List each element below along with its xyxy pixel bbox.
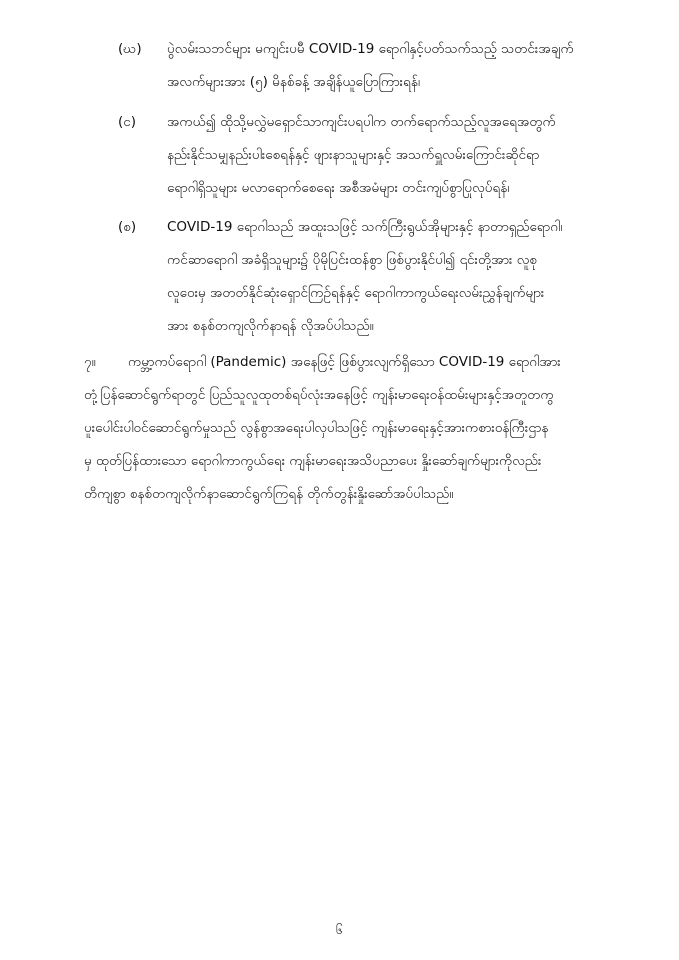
page-number: ၆ — [336, 923, 343, 937]
list-item-gha — [118, 33, 638, 99]
list-item-text — [167, 33, 638, 99]
list-item-text — [167, 211, 638, 343]
text-line: ပွဲလမ်းသဘင်များ မကျင်းပမီ COVID-19 ရောဂါနှင့်ပတ်သက်သည့် သတင်းအချက် — [167, 41, 574, 57]
list-marker: (ဃ) — [118, 41, 142, 57]
text-line: တုံ့ပြန်ဆောင်ရွက်ရာတွင် ပြည်သူလူထုတစ်ရပ်လုံးအနေဖြင့် ကျန်းမာရေးဝန်ထမ်းများနှင့်အတူတကွ — [84, 387, 554, 403]
list-item-sa — [118, 211, 638, 343]
list-item-nga — [118, 106, 638, 205]
text-line: ပူးပေါင်းပါဝင်ဆောင်ရွက်မှုသည် လွန်စွာအရေးပါလှပါသဖြင့် ကျန်းမာရေးနှင့်အားကစားဝန်ကြီးဌာန — [84, 420, 549, 436]
text-line-content: ကမ္ဘာ့ကပ်ရောဂါ (Pandemic) အနေဖြင့် ဖြစ်ပွားလျက်ရှိသော COVID-19 ရောဂါအား — [128, 354, 561, 370]
paragraph-7 — [84, 346, 640, 511]
list-marker: (င) — [118, 114, 137, 130]
text-line: COVID-19 ရောဂါသည် အထူးသဖြင့် သက်ကြီးရွယ်အိုများနှင့် နာတာရှည်ရောဂါ၊ — [167, 219, 563, 235]
list-marker: (စ) — [118, 219, 137, 235]
text-line — [84, 346, 640, 379]
text-line: နည်းနိုင်သမျှနည်းပါးစေရန်နှင့် ဖျားနာသူများနှင့် အသက်ရှူလမ်းကြောင်းဆိုင်ရာ — [167, 147, 540, 163]
text-line: အား စနစ်တကျလိုက်နာရန် လိုအပ်ပါသည်။ — [167, 318, 374, 334]
text-line: လူဝေးမှ အတတ်နိုင်ဆုံးရှောင်ကြဉ်ရန်နှင့် ရောဂါကာကွယ်ရေးလမ်းညွှန်ချက်များ — [167, 285, 545, 301]
paragraph-marker: ၇။ — [84, 354, 96, 370]
text-line: မှ ထုတ်ပြန်ထားသော ရောဂါကာကွယ်ရေး ကျန်းမာရေးအသိပညာပေး နှိုးဆော်ချက်များကိုလည်း — [84, 453, 542, 469]
list-item-text — [167, 106, 638, 205]
text-line: အလက်များအား (၅) မိနစ်ခန့် အချိန်ယူပြောကြားရန်၊ — [167, 74, 420, 90]
text-line: ရောဂါရှိသူများ မလာရောက်စေရေး အစီအမံများ တင်းကျပ်စွာပြုလုပ်ရန်၊ — [167, 180, 510, 196]
text-line: အကယ်၍ ထိုသို့မလွှဲမရှောင်သာကျင်းပရပါက တက်ရောက်သည့်လူအရေအတွက် — [167, 114, 556, 130]
text-line: ကင်ဆာရောဂါ အခံရှိသူများ၌ ပိုမိုပြင်းထန်စွာ ဖြစ်ပွားနိုင်ပါ၍ ၎င်းတို့အား လူစု — [167, 252, 538, 268]
text-line: တိကျစွာ စနစ်တကျလိုက်နာဆောင်ရွက်ကြရန် တိုက်တွန်းနှိုးဆော်အပ်ပါသည်။ — [84, 486, 454, 502]
